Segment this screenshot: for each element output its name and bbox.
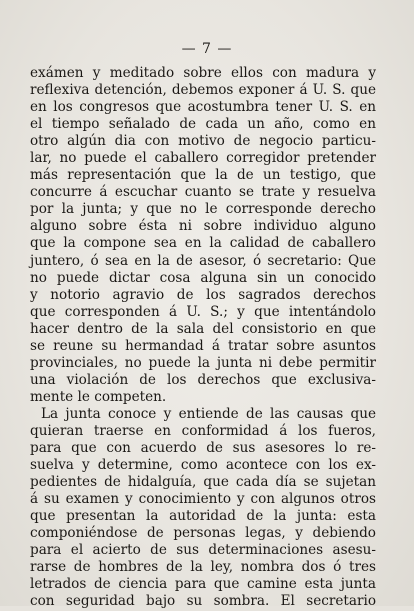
text-line: que presentan la autoridad de la junta: esta <box>30 508 376 525</box>
text-line: por la junta; y que no le corresponde derecho <box>30 201 376 218</box>
text-line: que corresponden á U. S.; y que intentándolo <box>30 303 376 320</box>
text-line: provinciales, no puede la junta ni debe permitir <box>30 354 376 371</box>
paragraph-2 <box>30 406 376 611</box>
text-line: que la compone sea en la calidad de caballero <box>30 235 376 252</box>
text-line: y notorio agravio de los sagrados derechos <box>30 286 376 303</box>
text-line: en los congresos que acostumbra tener U. S. en <box>30 99 376 116</box>
text-line: más representación que la de un testigo, que <box>30 167 376 184</box>
text-line: componiéndose de personas legas, y debiendo <box>30 525 376 542</box>
text-line: rarse de hombres de la ley, nombra dos ó tres <box>30 559 376 576</box>
text-line: á su examen y conocimiento y con algunos otros <box>30 491 376 508</box>
text-line: alguno sobre ésta ni sobre individuo alguno <box>30 218 376 235</box>
text-line: para el acierto de sus determinaciones asesu- <box>30 542 376 559</box>
paragraph-1 <box>30 65 376 406</box>
text-line: La junta conoce y entiende de las causas que <box>41 405 376 422</box>
text-line: no puede dictar cosa alguna sin un conocido <box>30 269 376 286</box>
text-line: quieran traerse en conformidad á los fueros, <box>30 422 376 439</box>
text-line: reflexiva detención, debemos exponer á U. S. que <box>30 82 376 99</box>
text-line: suelva y determine, como acontece con los ex- <box>30 457 376 474</box>
text-line: lar, no puede el caballero corregidor pretender <box>30 150 376 167</box>
text-line: se reune su hermandad á tratar sobre asuntos <box>30 337 376 354</box>
body-text <box>30 65 376 611</box>
text-line: mente le competen. <box>30 388 167 405</box>
text-line: pedientes de hidalguía, que cada día se sujetan <box>30 474 376 491</box>
text-line: una violación de los derechos que exclusiva- <box>30 371 376 388</box>
text-line: con seguridad bajo su sombra. El secretario <box>30 593 376 610</box>
text-line: exámen y meditado sobre ellos con madura y <box>30 65 376 81</box>
text-line: el tiempo señalado de cada un año, como en <box>30 116 376 133</box>
text-line: letrados de ciencia para que camine esta junta <box>30 576 376 593</box>
page-number: — 7 — <box>181 41 233 57</box>
text-line: juntero, ó sea en la de asesor, ó secretario: Que <box>30 252 376 269</box>
text-line: otro algún dia con motivo de negocio particu- <box>30 133 376 150</box>
text-line: concurre á escuchar cuanto se trate y resuelva <box>30 184 376 201</box>
text-line: para que con acuerdo de sus asesores lo re- <box>30 440 376 457</box>
text-line: hacer dentro de la sala del consistorio en que <box>30 320 376 337</box>
